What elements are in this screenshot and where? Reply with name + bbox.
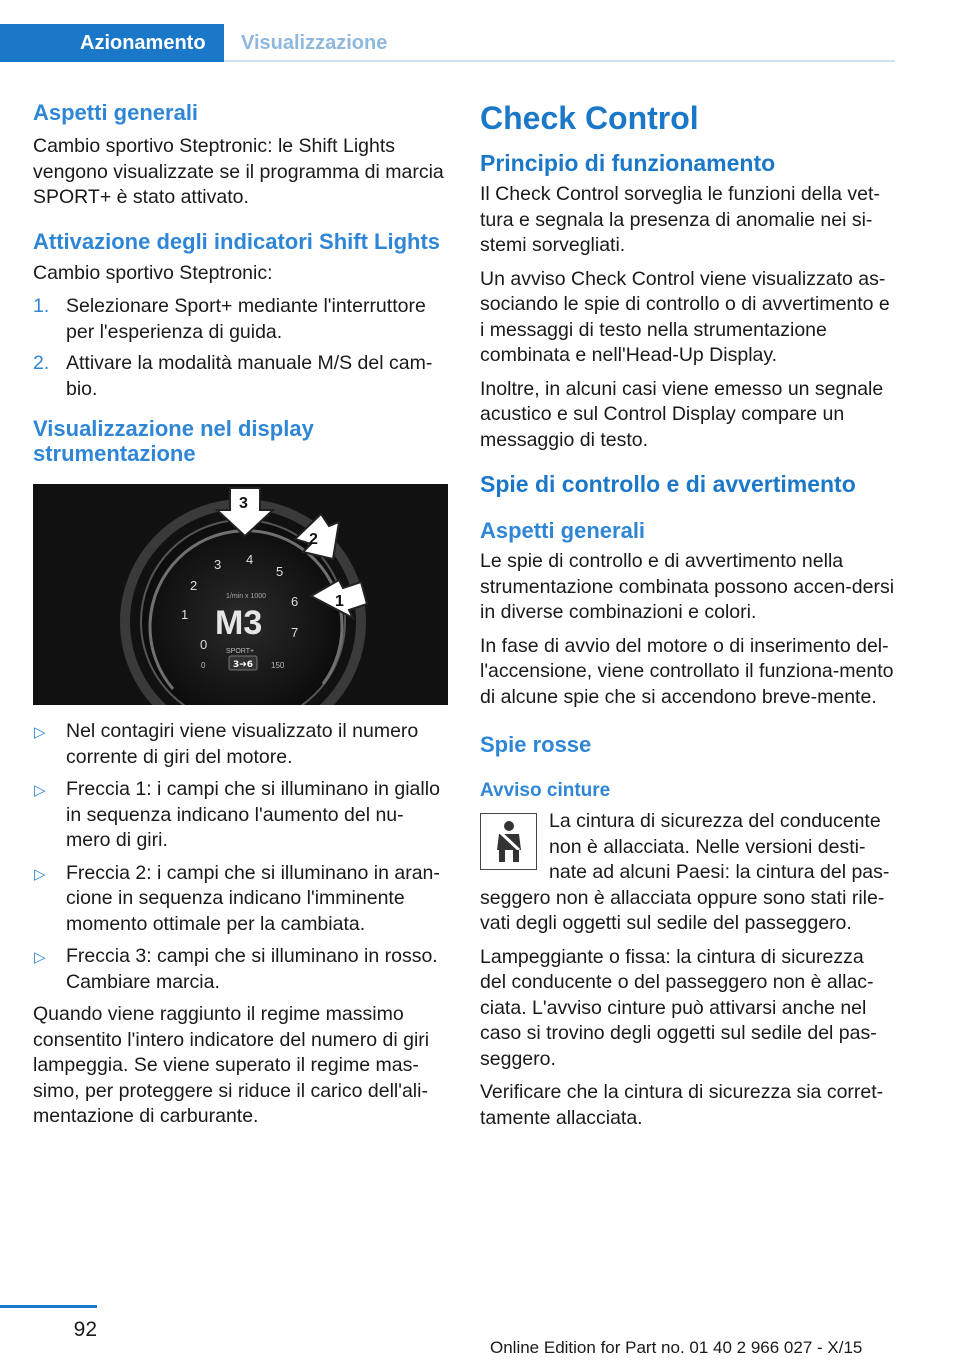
heading-avviso-cinture: Avviso cinture <box>480 780 611 801</box>
sport-label: SPORT+ <box>226 648 255 655</box>
paragraph-cinture-2: Lampeggiante o fissa: la cintura di sicurezza del conducente o del passeggero non è allac-ciata. L'avviso cinture può attivarsi anche nel caso si trovino degli oggetti sul sedile del pas-seggero. <box>480 945 877 1070</box>
paragraph-spie-1: Le spie di controllo e di avvertimento nella strumentazione combinata possono accen-dersi in diverse combinazioni e colori. <box>480 550 895 623</box>
scale-label: 0 <box>200 637 208 652</box>
instrument-cluster-figure <box>33 484 448 705</box>
heading-aspetti-generali: Aspetti generali <box>33 100 199 125</box>
seatbelt-icon <box>480 813 537 870</box>
footer-divider <box>0 1305 97 1308</box>
edition-line: Online Edition for Part no. 01 40 2 966 027 - X/15 <box>490 1338 863 1357</box>
heading-spie-rosse: Spie rosse <box>480 732 592 757</box>
bullet-text: Nel contagiri viene visualizzato il numero corrente di giri del motore. <box>66 720 419 768</box>
paragraph-principio-2: Un avviso Check Control viene visualizzato as-sociando le spie di controllo o di avvertimento e i messaggi di testo nella strumentazione combinata e nell'Head-Up Display. <box>480 267 890 366</box>
bullet-text: Freccia 1: i campi che si illuminano in giallo in sequenza indicano l'aumento del nu-mero di giri. <box>66 778 440 851</box>
tachometer-illustration <box>33 484 448 705</box>
seatbelt-warning-block <box>480 809 895 937</box>
page-number: 92 <box>73 1318 97 1341</box>
left-column <box>33 100 448 1130</box>
tab-visualizzazione[interactable]: Visualizzazione <box>241 32 388 54</box>
header-divider <box>224 60 895 62</box>
speed-max-label: 150 <box>271 661 285 670</box>
list-item <box>33 861 448 938</box>
scale-label: 2 <box>190 578 198 593</box>
list-item <box>33 719 448 770</box>
heading-display: Visualizzazione nel display strumentazione <box>33 416 314 466</box>
callout-2: 2 <box>309 531 318 548</box>
step-text: Attivare la modalità manuale M/S del cam-bio. <box>66 352 433 400</box>
heading-principio: Principio di funzionamento <box>480 150 776 176</box>
paragraph-cinture-3: Verificare che la cintura di sicurezza sia corret-tamente allacciata. <box>480 1081 884 1129</box>
bullet-triangle-icon: ▷ <box>34 782 46 799</box>
bullet-triangle-icon: ▷ <box>34 865 46 883</box>
speed-min-label: 0 <box>201 661 206 670</box>
scale-label: 7 <box>291 625 299 640</box>
bullet-triangle-icon: ▷ <box>34 949 46 966</box>
scale-label: 3 <box>214 557 222 572</box>
bullet-triangle-icon: ▷ <box>34 724 46 741</box>
arrows-list <box>33 719 448 995</box>
step-text: Selezionare Sport+ mediante l'interruttore per l'esperienza di guida. <box>66 295 426 343</box>
scale-label: 5 <box>276 564 284 579</box>
callout-3: 3 <box>239 495 248 512</box>
page-header <box>0 0 895 62</box>
tab-azionamento[interactable]: Azionamento <box>0 24 224 62</box>
paragraph-principio-3: Inoltre, in alcuni casi viene emesso un segnale acustico e sul Control Display compare un messaggio di testo. <box>480 377 884 451</box>
bullet-text: Freccia 3: campi che si illuminano in rosso. Cambiare marcia. <box>66 945 438 993</box>
heading-aspetti-generali-right: Aspetti generali <box>480 518 646 543</box>
paragraph-cambio: Cambio sportivo Steptronic: <box>33 261 273 284</box>
gear-indicator: M3 <box>215 604 263 642</box>
rpm-label: 1/min x 1000 <box>226 593 267 600</box>
heading-attivazione: Attivazione degli indicatori Shift Lights <box>33 228 441 254</box>
list-item <box>33 944 448 995</box>
list-item <box>33 777 448 854</box>
scale-label: 4 <box>246 552 254 567</box>
paragraph-cinture-1: La cintura di sicurezza del conducente non è allacciata. Nelle versioni desti-nate ad alcuni Paesi: la cintura del pas-seggero non è allacciata oppure sono stati rile-vati degli oggetti sul sedile del passeggero. <box>480 810 890 934</box>
shift-hint: 3➔6 <box>233 660 254 670</box>
bullet-text: Freccia 2: i campi che si illuminano in aran-cione in sequenza indicano l'imminente momento ottimale per la cambiata. <box>66 861 440 935</box>
list-item <box>33 294 448 345</box>
steps-list <box>33 294 448 402</box>
scale-label: 1 <box>181 607 189 622</box>
step-number: 1. <box>33 295 50 317</box>
callout-1: 1 <box>335 593 344 610</box>
right-column <box>480 98 895 1131</box>
paragraph-regime: Quando viene raggiunto il regime massimo consentito l'intero indicatore del numero di giri lampeggia. Se viene superato il regime mas-simo, per proteggere si riduce il carico dell'ali-mentazione di carburante. <box>33 1003 430 1127</box>
list-item <box>33 351 448 402</box>
scale-label: 6 <box>291 594 299 609</box>
paragraph-aspetti: Cambio sportivo Steptronic: le Shift Lights vengono visualizzate se il programma di marcia SPORT+ è stato attivato. <box>33 135 444 208</box>
heading-spie: Spie di controllo e di avvertimento <box>480 471 856 497</box>
step-number: 2. <box>33 352 50 374</box>
paragraph-spie-2: In fase di avvio del motore o di inserimento del-l'accensione, viene controllato il funziona-mento di alcune spie che si accendono breve-mente. <box>480 634 894 708</box>
heading-check-control: Check Control <box>480 100 699 136</box>
paragraph-principio-1: Il Check Control sorveglia le funzioni della vet-tura e segnala la presenza di anomalie nei si-stemi sorvegliati. <box>480 183 880 256</box>
